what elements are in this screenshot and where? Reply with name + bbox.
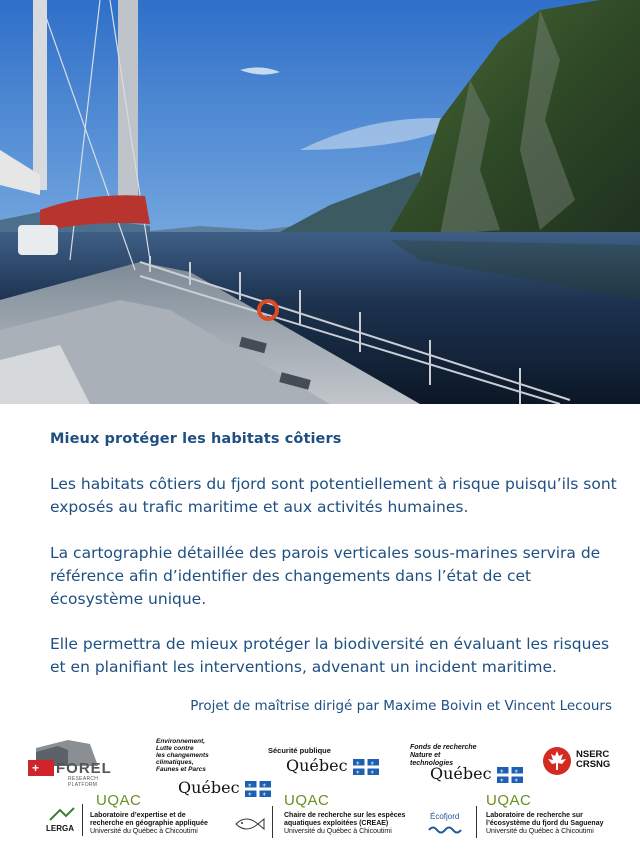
frq-line-3: technologies [410, 760, 454, 767]
securite-title: Sécurité publique [268, 746, 331, 755]
frq-logo [410, 744, 522, 796]
credit-line: Projet de maîtrise dirigé par Maxime Boivin et Vincent Lecours [190, 698, 612, 714]
wave-icon [428, 824, 462, 836]
svg-text:⚜: ⚜ [247, 782, 252, 789]
nserc-logo [542, 746, 622, 780]
securite-publique-logo [268, 746, 388, 786]
lerga-line-1: Laboratoire d’expertise et de [90, 812, 186, 819]
svg-text:⚜: ⚜ [369, 760, 375, 767]
environnement-line-4: climatiques, [156, 759, 194, 766]
svg-text:+: + [32, 761, 40, 775]
creae-line-1: Chaire de recherche sur les espèces [284, 812, 406, 819]
creae-uqac-logo [232, 792, 412, 842]
ecofjord-line-1: Laboratoire de recherche sur [486, 812, 583, 819]
description-block [50, 428, 620, 676]
svg-text:⚜: ⚜ [499, 768, 504, 775]
creae-uqac-word: UQAC [284, 792, 330, 809]
lerga-name: LERGA [46, 824, 74, 833]
svg-text:⚜: ⚜ [369, 769, 375, 775]
svg-text:⚜: ⚜ [513, 777, 519, 783]
quebec-flag-icon [353, 759, 379, 775]
forel-sub: RESEARCH PLATFORM [68, 776, 99, 788]
ecofjord-line-3: Université du Québec à Chicoutimi [486, 828, 594, 835]
creae-line-2: aquatiques exploitées (CREAE) [284, 820, 389, 827]
environnement-line-2: Lutte contre [156, 745, 194, 752]
quebec-flag-icon [497, 767, 523, 783]
ecofjord-name: Écofjord [430, 812, 460, 821]
lerga-uqac-logo [40, 792, 220, 842]
lerga-uqac-word: UQAC [96, 792, 142, 809]
svg-text:⚜: ⚜ [355, 769, 360, 775]
page-title: Mieux protéger les habitats côtiers [50, 431, 342, 447]
forel-logo [28, 738, 128, 788]
partner-logos [0, 730, 640, 853]
svg-text:⚜: ⚜ [513, 768, 519, 775]
paragraph-1: Les habitats côtiers du fjord sont potentiellement à risque puisqu’ils sont exposés au trafic maritime et aux activités humaines. [50, 475, 617, 516]
environnement-quebec-word: Québec [178, 778, 240, 797]
ecofjord-line-2: l’écosystème du fjord du Saguenay [486, 820, 604, 827]
fish-icon [232, 814, 266, 834]
nserc-line-2: CRSNG [576, 759, 611, 770]
svg-text:⚜: ⚜ [499, 777, 504, 783]
frq-line-2: Nature et [410, 752, 441, 759]
securite-quebec-word: Québec [286, 756, 348, 775]
creae-line-3: Université du Québec à Chicoutimi [284, 828, 392, 835]
lerga-line-2: recherche en géographie appliquée [90, 820, 208, 827]
paragraph-3: Elle permettra de mieux protéger la biodiversité en évaluant les risques et en planifiant les interventions, advenant un incident maritime. [50, 635, 610, 676]
environnement-line-1: Environnement, [156, 738, 206, 745]
nserc-line-1: NSERC [576, 749, 610, 760]
fjord-photo [0, 0, 640, 404]
ecofjord-uqac-logo [426, 792, 626, 842]
maple-leaf-icon [542, 746, 572, 776]
frq-line-1: Fonds de recherche [410, 744, 477, 751]
paragraph-2: La cartographie détaillée des parois verticales sous-marines servira de référence afin d’identifier des changements dans l’état de cet écosystème unique. [50, 544, 601, 608]
ecofjord-uqac-word: UQAC [486, 792, 532, 809]
frq-quebec-word: Québec [430, 764, 492, 783]
forel-name: FOREL [56, 760, 112, 777]
svg-text:⚜: ⚜ [261, 782, 267, 789]
environnement-line-3: les changements [156, 752, 209, 759]
svg-text:⚜: ⚜ [247, 791, 252, 797]
lerga-mark-icon [48, 806, 76, 822]
environnement-quebec-logo [156, 738, 268, 798]
svg-text:⚜: ⚜ [355, 760, 360, 767]
lerga-line-3: Université du Québec à Chicoutimi [90, 828, 198, 835]
svg-text:⚜: ⚜ [261, 791, 267, 797]
environnement-line-5: Faunes et Parcs [156, 766, 206, 773]
